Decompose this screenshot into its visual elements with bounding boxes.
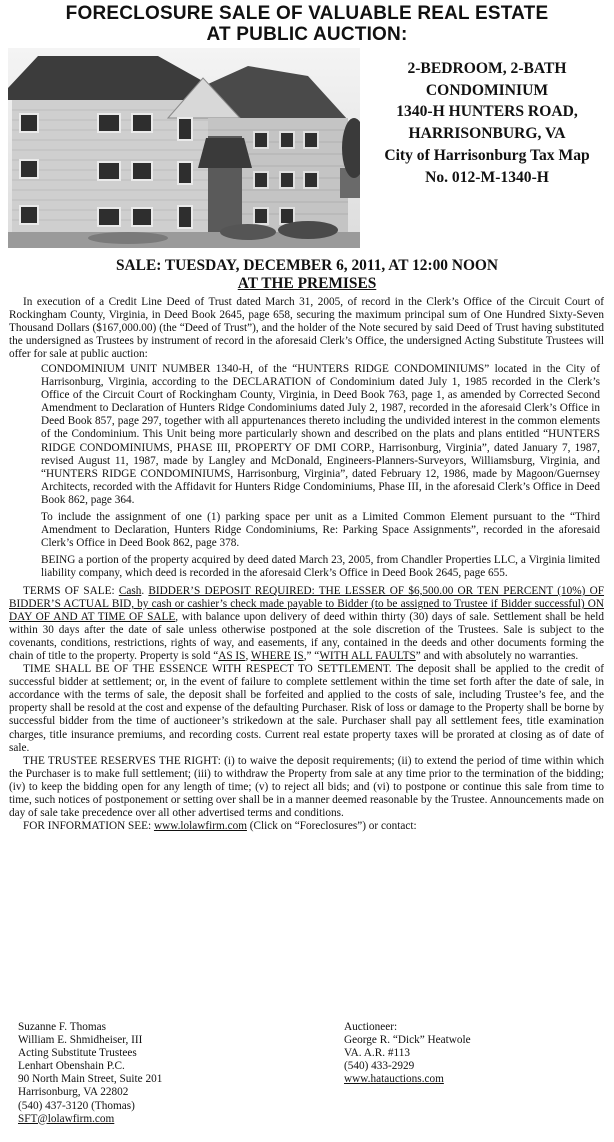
trustee-line: Lenhart Obenshain P.C.	[18, 1060, 125, 1073]
condominium-building-image	[8, 48, 360, 248]
trustee-line: Acting Substitute Trustees	[18, 1047, 137, 1060]
trustee-line: Harrisonburg, VA 22802	[18, 1086, 129, 1099]
parking-paragraph: To include the assignment of one (1) parking space per unit as a Limited Common Element pursuant to the “Third Amendment to Declaration, Hunters Ridge Condominiums, Re: Parking Space Assignments”, recorded in the aforesaid Clerk’s Office in Deed Book 862, page 378.	[41, 510, 600, 549]
auctioneer-line: VA. A.R. #113	[344, 1047, 410, 1060]
property-beds-baths: 2-BEDROOM, 2-BATH	[407, 60, 567, 77]
sale-location-heading: AT THE PREMISES	[237, 275, 377, 292]
condominium-photo	[8, 48, 360, 248]
information-paragraph	[9, 820, 604, 833]
sale-date-heading: SALE: TUESDAY, DECEMBER 6, 2011, AT 12:00 NOON	[116, 257, 498, 274]
auctioneer-line: George R. “Dick” Heatwole	[344, 1034, 471, 1047]
as-is-text: AS IS	[218, 650, 246, 663]
unit-description-paragraph: CONDOMINIUM UNIT NUMBER 1340-H, of the “HUNTERS RIDGE CONDOMINIUMS” located in the City of Harrisonburg, Virginia, according to the DECLARATION of Condominium dated July 1, 1985 recorded in the Clerk’s Office of the Circuit Court of Rockingham County, Virginia, in Deed Book 763, page 1, as amended by Corrected Second Amendment to Declaration of Hunters Ridge Condominiums dated July 2, 1987, recorded in the aforesaid Clerk’s Office in Deed Book 857, page 297, together with all appurtenances thereto including the undivided interest in the common elements of the Condominium. This Unit being more particularly shown and described on the plats and plans entitled “HUNTERS RIDGE CONDOMINIUMS, PHASE III, PROPERTY OF DMI CORP., Harrisonburg, Virginia”, dated January 7, 1987, revised August 11, 1987, made by Langley and McDonald, Engineers-Planners-Surveyors, Williamsburg, Virginia, and “HUNTERS RIDGE CONDOMINIUMS, Harrisonburg, Virginia”, dated February 12, 1986, made by Magoon/Guernsey Architects, recorded with the Affidavit for Hunters Ridge Condominiums, Phase III, in the aforesaid Clerk’s Office in Deed Book 862, page 364.	[41, 363, 600, 506]
property-city-state: HARRISONBURG, VA	[408, 125, 566, 143]
terms-deposit: BIDDER’S DEPOSIT REQUIRED: THE LESSER OF $6,500.00 OR TEN PERCENT (10%) OF BIDDER’S ACTUAL BID, by cash or cashier’s check made payable to Bidder (to be assigned to Trustee if Bidder successful) ON DAY OF AND AT TIME OF SALE	[9, 584, 605, 624]
auctioneer-website-link[interactable]: www.hatauctions.com	[344, 1073, 444, 1086]
property-summary	[364, 58, 610, 188]
trustee-reserves-paragraph: THE TRUSTEE RESERVES THE RIGHT: (i) to waive the deposit requirements; (ii) to extend the period of time within which the Purchaser is to make full settlement; (iii) to withdraw the Property from sale at any time prior to the termination of the bidding; (iv) to keep the bidding open for any length of time; (v) to reject all bids; and (vi) to postpone or continue this sale from time to time, such notices of postponement or setting over shall be in a manner deemed reasonable by the Trustee. Announcements made on day of sale take precedence over all other advertised terms and conditions.	[9, 754, 604, 819]
where-text: WHERE	[250, 650, 291, 663]
trustee-line: (540) 437-3120 (Thomas)	[18, 1099, 135, 1112]
auctioneer-line: Auctioneer:	[344, 1021, 398, 1033]
property-type: CONDOMINIUM	[425, 81, 549, 99]
is-text: IS	[293, 650, 304, 663]
trustee-line: William E. Shmidheiser, III	[18, 1034, 143, 1047]
terms-cash: Cash	[118, 584, 142, 597]
terms-rest-1: , with balance upon delivery of deed within thirty (30) days of sale. Settlement shall be held within 30 days after the date of sale unless otherwise postponed at the sole discretion of the Trustees. Sale is subject to the covenants, conditions, restrictions, rights of way, and easements, if any, contained in the deeds and other documents forming the chain of title to the property. Property is sold “	[9, 611, 604, 663]
trustee-email-link[interactable]: SFT@lolawfirm.com	[18, 1112, 115, 1125]
with-all-faults-text: WITH ALL FAULTS	[319, 650, 416, 663]
property-tax-map-number: No. 012-M-1340-H	[425, 168, 549, 186]
terms-label: TERMS OF SALE:	[23, 584, 115, 597]
headline-line-1: FORECLOSURE SALE OF VALUABLE REAL ESTATE	[65, 3, 549, 24]
property-street-address: 1340-H HUNTERS ROAD,	[396, 103, 578, 121]
lolawfirm-link[interactable]: www.lolawfirm.com	[153, 819, 247, 832]
auctioneer-line: (540) 433-2929	[344, 1060, 415, 1073]
terms-rest-2: ” and with absolutely no warranties.	[415, 650, 579, 663]
property-tax-map-label: City of Harrisonburg Tax Map	[384, 146, 590, 164]
terms-of-sale-paragraph: TERMS OF SALE: Cash. BIDDER’S DEPOSIT REQUIRED: THE LESSER OF $6,500.00 OR TEN PERCENT (10%) OF BIDDER’S ACTUAL BID, by cash or cashier’s check made payable to Bidder (to be assigned to Trustee if Bidder successful) ON DAY OF AND AT TIME OF SALE, with balance upon delivery of deed within thirty (30) days of sale. Settlement shall be held within 30 days after the date of sale unless otherwise postponed at the sole discretion of the Trustees. Sale is subject to the covenants, conditions, restrictions, rights of way, and easements, if any, contained in the deeds and other documents forming the chain of title to the property. Property is sold “AS IS, WHERE IS,” “WITH ALL FAULTS” and with absolutely no warranties.	[9, 584, 605, 663]
trustee-line: Suzanne F. Thomas	[18, 1021, 106, 1033]
portion-paragraph: BEING a portion of the property acquired by deed dated March 23, 2005, from Chandler Properties LLC, a Virginia limited liability company, which deed is recorded in the aforesaid Clerk’s Office in Deed Book 2645, page 655.	[41, 553, 600, 579]
info-prefix: FOR INFORMATION SEE:	[23, 819, 154, 832]
auctioneer-contact	[344, 1021, 604, 1086]
info-suffix: (Click on “Foreclosures”) or contact:	[246, 819, 417, 832]
intro-paragraph: In execution of a Credit Line Deed of Trust dated March 31, 2005, of record in the Clerk’s Office of the Circuit Court of Rockingham County, Virginia, in Deed Book 2645, page 658, securing the maximum principal sum of One Hundred Sixty-Seven Thousand Dollars ($167,000.00) (the “Deed of Trust”), and the holder of the Note secured by said Deed of Trust having substituted the undersigned as Trustees by instrument of record in the aforesaid Clerk’s Office, the undersigned Acting Substitute Trustees will offer for sale at public auction:	[9, 296, 604, 361]
headline-line-2: AT PUBLIC AUCTION:	[206, 24, 408, 45]
trustee-line: 90 North Main Street, Suite 201	[18, 1073, 163, 1086]
time-of-essence-paragraph: TIME SHALL BE OF THE ESSENCE WITH RESPECT TO SETTLEMENT. The deposit shall be applied to the credit of successful bidder at settlement; or, in the event of failure to complete settlement within the time set forth after the date of sale, in accordance with the terms of sale, the deposit shall be forfeited and applied to the costs of sale, including Trustee’s fee, and the property shall be resold at the cost and expense of the defaulting Purchaser. Risk of loss or damage to the Property shall be borne by successful bidder from the time of auctioneer’s strikedown at the sale. Purchaser shall pay all settlement fees, title examination charges, title insurance premiums, and recording costs. Current real estate property taxes will be prorated at closing as of date of sale.	[9, 663, 604, 754]
notice-body	[9, 296, 604, 833]
trustee-contact	[18, 1021, 318, 1126]
